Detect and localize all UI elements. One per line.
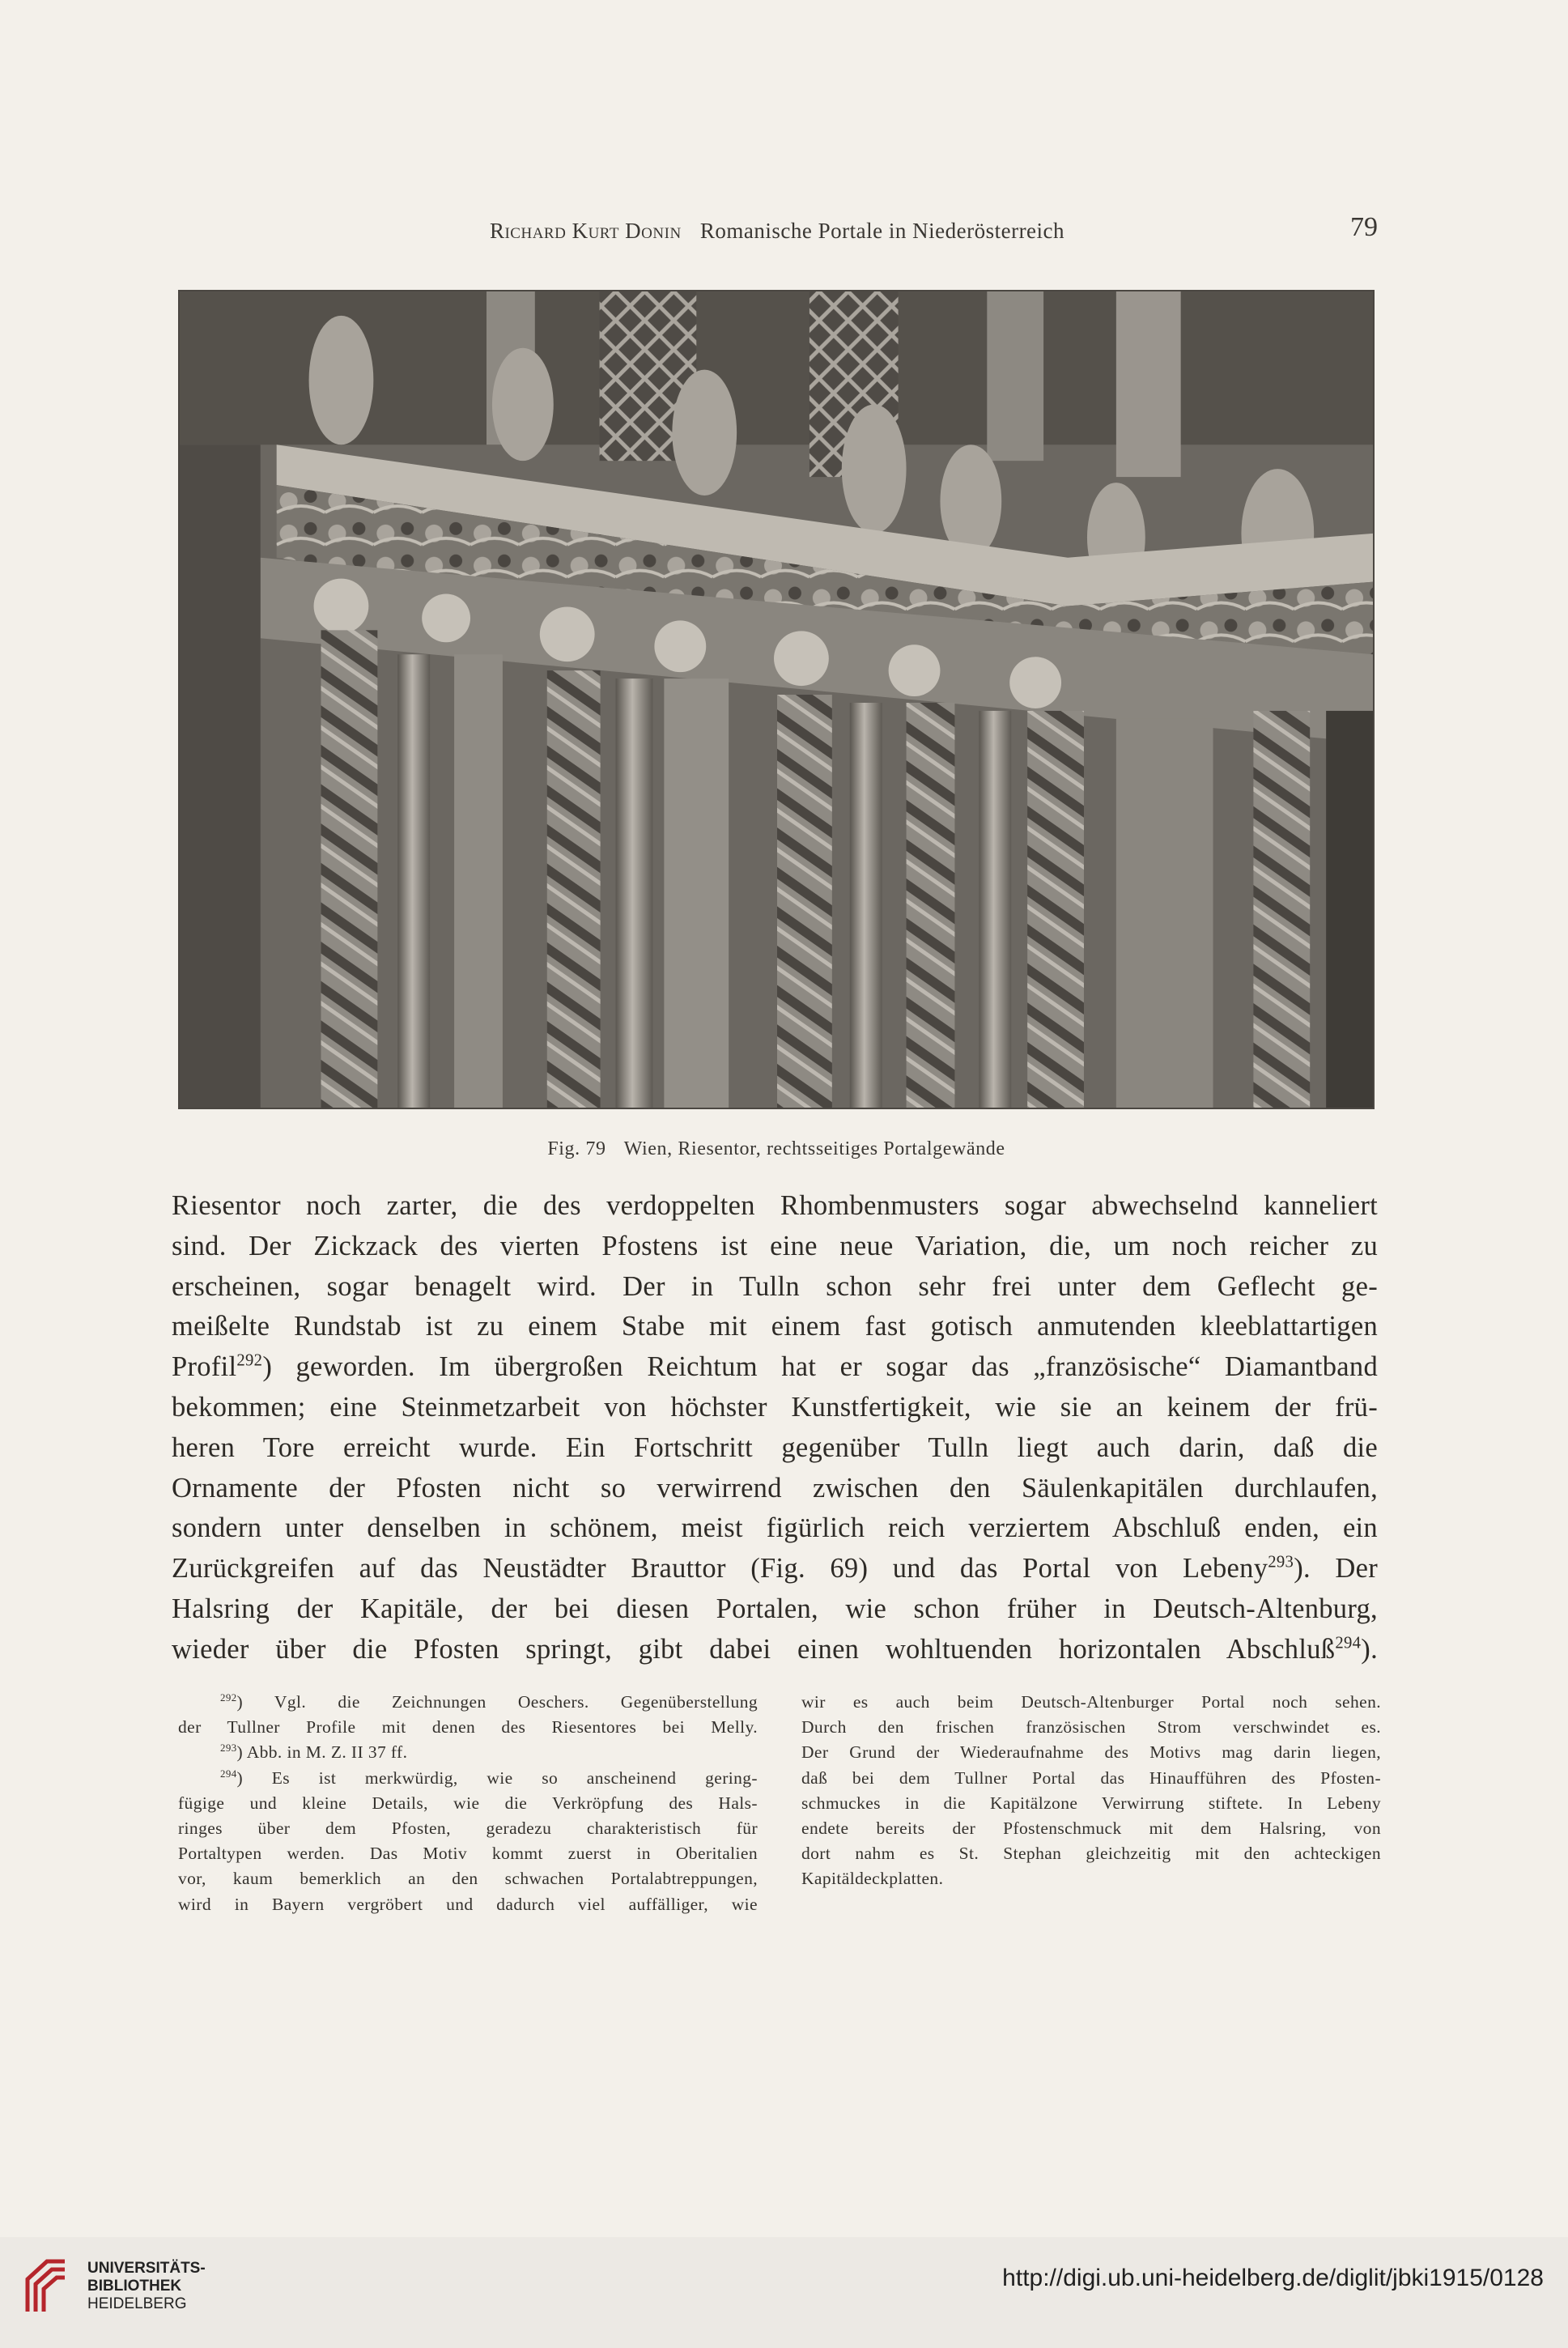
running-head-title-line <box>162 219 1392 244</box>
body-text-line <box>172 1186 1378 1227</box>
footnote-line <box>178 1715 758 1740</box>
footnote-text: ) Es ist merkwürdig, wie so anscheinend gering- <box>236 1767 758 1788</box>
body-text-line <box>172 1267 1378 1308</box>
body-text-segment: sondern unter denselben in schönem, meist figürlich reich verziertem Abschluß enden, ein <box>172 1512 1378 1544</box>
body-text-segment: bekommen; eine Steinmetzarbeit von höchster Kunstfertigkeit, wie sie an keinem der frü- <box>172 1391 1378 1423</box>
body-text-line <box>172 1630 1378 1670</box>
body-text-line <box>172 1227 1378 1267</box>
body-text-segment: Zurückgreifen auf das Neustädter Brauttor (Fig. 69) und das Portal von Lebeny <box>172 1553 1268 1584</box>
footnote-line: Kapitäldeckplatten. <box>801 1869 944 1889</box>
footnote-text: ringes über dem Pfosten, geradezu charakteristisch für <box>178 1818 758 1838</box>
footnote-line <box>178 1892 758 1917</box>
body-text-segment: meißelte Rundstab ist zu einem Stabe mit einem fast gotisch anmutenden kleeblattartigen <box>172 1311 1378 1342</box>
figure-caption <box>178 1138 1375 1160</box>
footnote-line <box>178 1766 758 1791</box>
running-head-author: Richard Kurt Donin <box>489 219 682 243</box>
library-name[interactable] <box>87 2260 206 2313</box>
body-text-segment: heren Tore erreicht wurde. Ein Fortschritt gegenüber Tulln liegt auch darin, daß die <box>172 1431 1378 1463</box>
running-head <box>162 212 1392 253</box>
footnote-text: Portaltypen werden. Das Motiv kommt zuerst in Oberitalien <box>178 1844 758 1864</box>
figure-photograph <box>178 290 1375 1109</box>
footnotes-left-column <box>178 1690 758 1917</box>
footnote-line: Der Grund der Wiederaufnahme des Motivs mag darin liegen, <box>801 1742 1381 1763</box>
ub-heidelberg-logo-icon[interactable] <box>23 2255 70 2313</box>
body-text-segment: Profil <box>172 1351 237 1383</box>
footnote-line: endete bereits der Pfostenschmuck mit dem Halsring, von <box>801 1818 1381 1838</box>
body-text-line <box>172 1549 1378 1589</box>
figure-label: Fig. 79 <box>547 1138 606 1159</box>
body-text-line <box>172 1307 1378 1347</box>
footnote-line: wir es auch beim Deutsch-Altenburger Portal noch sehen. <box>801 1692 1381 1712</box>
footnote-text: ) Abb. in M. Z. II 37 ff. <box>236 1742 408 1763</box>
library-footer-bar <box>0 2237 1568 2348</box>
footnote-number: 292 <box>220 1691 237 1704</box>
footnote-text: der Tullner Profile mit denen des Riesentores bei Melly. <box>178 1717 758 1738</box>
library-name-line-1: UNIVERSITÄTS- <box>87 2260 206 2277</box>
footnote-number: 294 <box>220 1767 237 1780</box>
footnote-line <box>178 1690 758 1715</box>
body-text-line <box>172 1589 1378 1630</box>
body-text-segment: ). <box>1361 1633 1378 1665</box>
footnote-line: schmuckes in die Kapitälzone Verwirrung stiftete. In Lebeny <box>801 1793 1381 1813</box>
body-text-segment: ) geworden. Im übergroßen Reichtum hat er sogar das „französische“ Diamantband <box>262 1351 1378 1383</box>
footnote-text: ) Vgl. die Zeichnungen Oeschers. Gegenüberstellung <box>236 1692 758 1712</box>
footnotes <box>178 1690 1379 1965</box>
body-text-segment: Ornamente der Pfosten nicht so verwirrend zwischen den Säulenkapitälen durchlaufen, <box>172 1472 1378 1504</box>
footnote-number: 293 <box>220 1742 237 1755</box>
footnote-reference[interactable]: 294 <box>1335 1634 1362 1653</box>
footnote-reference[interactable]: 292 <box>236 1351 263 1370</box>
library-name-line-3: HEIDELBERG <box>87 2295 187 2312</box>
footnote-line: daß bei dem Tullner Portal das Hinaufführen des Pfosten- <box>801 1767 1381 1788</box>
body-text-line <box>172 1388 1378 1428</box>
page-number: 79 <box>1350 212 1378 242</box>
body-text-segment: Halsring der Kapitäle, der bei diesen Portalen, wie schon früher in Deutsch-Altenburg, <box>172 1593 1378 1624</box>
running-head-title: Romanische Portale in Niederösterreich <box>699 219 1065 243</box>
figure-caption-text: Wien, Riesentor, rechtsseitiges Portalgewände <box>623 1138 1005 1159</box>
portal-photo-illustration <box>180 291 1373 1108</box>
footnote-line: Durch den frischen französischen Strom verschwindet es. <box>801 1717 1381 1738</box>
footnote-text: wird in Bayern vergröbert und dadurch viel auffälliger, wie <box>178 1894 758 1914</box>
body-text-segment: wieder über die Pfosten springt, gibt dabei einen wohltuenden horizontalen Abschluß <box>172 1633 1336 1665</box>
body-text-line <box>172 1469 1378 1509</box>
footnote-line <box>178 1740 758 1765</box>
body-text-segment: erscheinen, sogar benagelt wird. Der in Tulln schon sehr frei unter dem Geflecht ge- <box>172 1270 1378 1302</box>
permalink-url[interactable]: http://digi.ub.uni-heidelberg.de/diglit/jbki1915/0128 <box>1002 2265 1544 2291</box>
footnote-line <box>178 1866 758 1891</box>
body-text-segment: sind. Der Zickzack des vierten Pfostens ist eine neue Variation, die, um noch reicher zu <box>172 1230 1378 1261</box>
body-text-segment: ). Der <box>1294 1553 1378 1584</box>
footnote-line: dort nahm es St. Stephan gleichzeitig mit den achteckigen <box>801 1844 1381 1864</box>
body-text-segment: Riesentor noch zarter, die des verdoppelten Rhombenmusters sogar abwechselnd kanneliert <box>172 1190 1378 1221</box>
body-text-line <box>172 1428 1378 1469</box>
footnote-line <box>178 1841 758 1866</box>
footnote-reference[interactable]: 293 <box>1268 1553 1294 1572</box>
library-name-line-2: BIBLIOTHEK <box>87 2278 182 2295</box>
body-text-line <box>172 1347 1378 1388</box>
footnotes-right-column <box>801 1690 1381 1892</box>
footnote-line <box>178 1816 758 1841</box>
footnote-text: vor, kaum bemerklich an den schwachen Portalabtreppungen, <box>178 1869 758 1889</box>
footnote-line <box>178 1791 758 1816</box>
footnote-text: fügige und kleine Details, wie die Verkröpfung des Hals- <box>178 1793 758 1813</box>
body-text-line <box>172 1508 1378 1549</box>
body-text <box>172 1186 1378 1670</box>
